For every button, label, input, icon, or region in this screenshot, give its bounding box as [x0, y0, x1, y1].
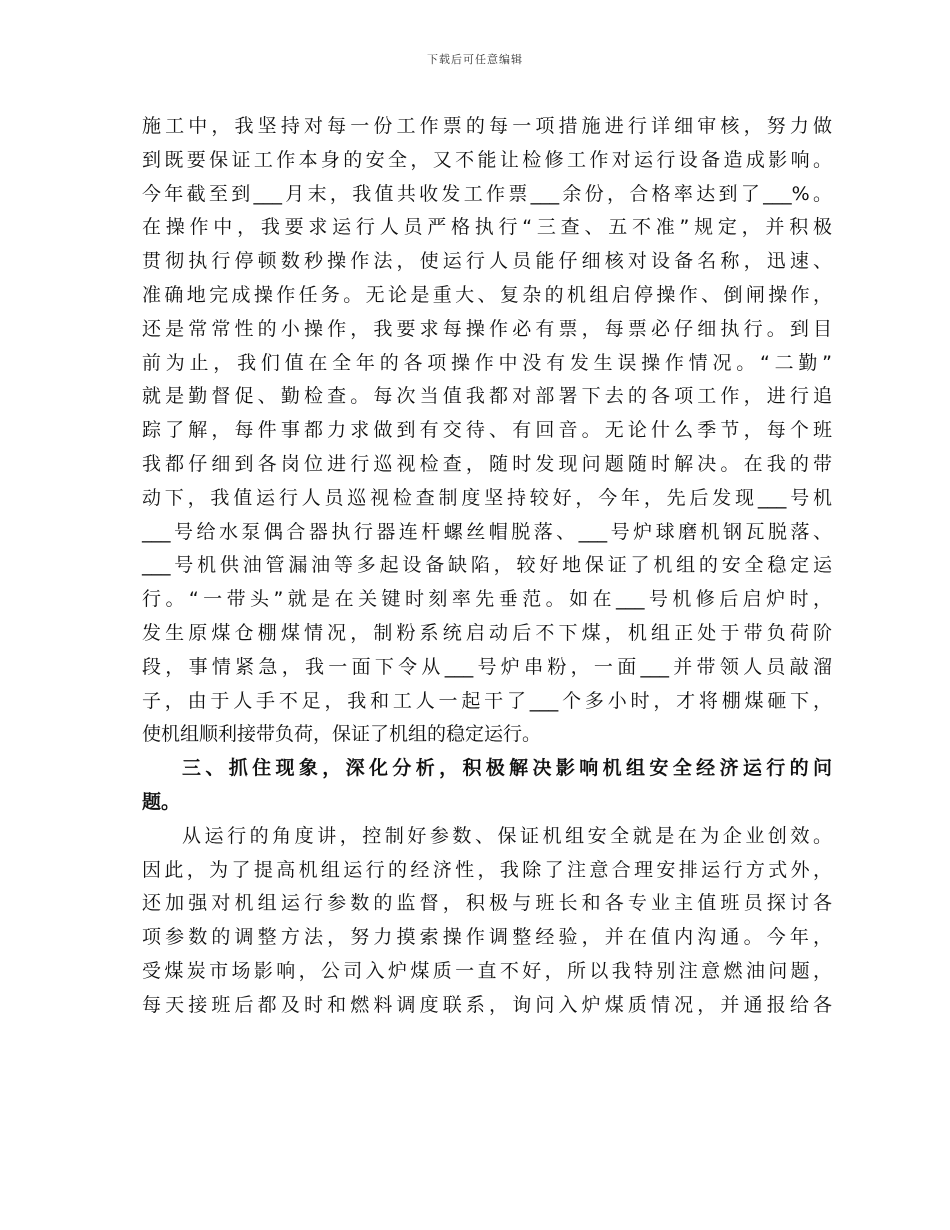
text-line: 行。“一带头”就是在关键时刻率先垂范。如在___号机修后启炉时， — [142, 588, 832, 611]
text-line: 在操作中，我要求运行人员严格执行“三查、五不准”规定，并积极 — [142, 216, 832, 239]
text-line: 准确地完成操作任务。无论是重大、复杂的机组启停操作、倒闸操作， — [142, 283, 832, 306]
text-line: 到既要保证工作本身的安全，又不能让检修工作对运行设备造成影响。 — [142, 148, 832, 171]
text-line: 段，事情紧急，我一面下令从___号炉串粉，一面___并带领人员敲溜 — [142, 655, 832, 678]
section-heading: 三、抓住现象，深化分析，积极解决影响机组安全经济运行的问 — [182, 757, 832, 780]
text-line: ___号给水泵偶合器执行器连杆螺丝帽脱落、___号炉球磨机钢瓦脱落、 — [142, 520, 832, 543]
text-line: 还是常常性的小操作，我要求每操作必有票，每票必仔细执行。到目 — [142, 317, 832, 340]
page-header: 下载后可任意编辑 — [427, 53, 523, 66]
text-line: 前为止，我们值在全年的各项操作中没有发生误操作情况。“二勤” — [142, 351, 832, 374]
text-line: 还加强对机组运行参数的监督，积极与班长和各专业主值班员探讨各 — [142, 892, 832, 915]
section-heading: 题。 — [142, 790, 181, 813]
text-line: 贯彻执行停顿数秒操作法，使运行人员能仔细核对设备名称，迅速、 — [142, 250, 832, 273]
text-line: 使机组顺利接带负荷，保证了机组的稳定运行。 — [142, 723, 542, 746]
text-line: 受煤炭市场影响，公司入炉煤质一直不好，所以我特别注意燃油问题， — [142, 959, 832, 982]
text-line: 每天接班后都及时和燃料调度联系，询问入炉煤质情况，并通报给各 — [142, 993, 832, 1016]
text-line: 子，由于人手不足，我和工人一起干了___个多小时，才将棚煤砸下， — [142, 689, 832, 712]
text-line: 因此，为了提高机组运行的经济性，我除了注意合理安排运行方式外， — [142, 858, 832, 881]
text-line: 从运行的角度讲，控制好参数、保证机组安全就是在为企业创效。 — [182, 824, 832, 847]
document-body — [142, 110, 832, 1023]
text-line: ___号机供油管漏油等多起设备缺陷，较好地保证了机组的安全稳定运 — [142, 554, 832, 577]
text-line: 项参数的调整方法，努力摸索操作调整经验，并在值内沟通。今年， — [142, 926, 832, 949]
text-line: 动下，我值运行人员巡视检查制度坚持较好，今年，先后发现___号机 — [142, 486, 832, 509]
text-line: 就是勤督促、勤检查。每次当值我都对部署下去的各项工作，进行追 — [142, 385, 832, 408]
text-line: 踪了解，每件事都力求做到有交待、有回音。无论什么季节，每个班 — [142, 419, 832, 442]
text-line: 今年截至到___月末，我值共收发工作票___余份，合格率达到了___%。 — [142, 182, 832, 205]
text-line: 我都仔细到各岗位进行巡视检查，随时发现问题随时解决。在我的带 — [142, 452, 832, 475]
text-line: 施工中，我坚持对每一份工作票的每一项措施进行详细审核，努力做 — [142, 115, 832, 137]
text-line: 发生原煤仓棚煤情况，制粉系统启动后不下煤，机组正处于带负荷阶 — [142, 621, 832, 644]
